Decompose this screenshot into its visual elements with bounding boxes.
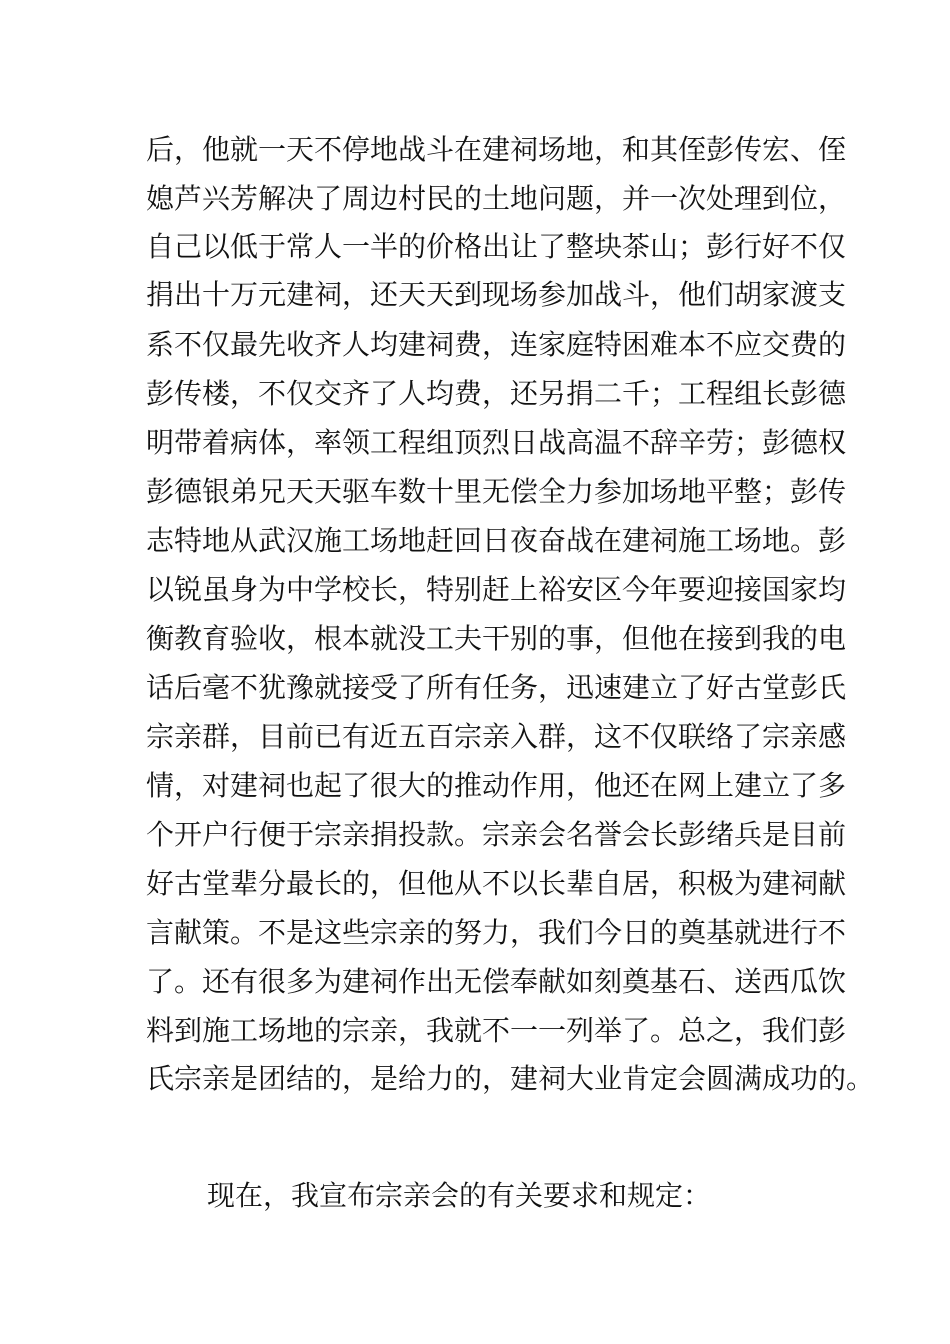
text-line-4: 捐出十万元建祠，还天天到现场参加战斗，他们胡家渡支 <box>146 278 847 311</box>
text-line-17: 言献策。不是这些宗亲的努力，我们今日的奠基就进行不 <box>146 916 847 949</box>
text-line-9: 志特地从武汉施工场地赶回日夜奋战在建祠施工场地。彭 <box>146 524 847 557</box>
text-line-6: 彭传楼，不仅交齐了人均费，还另捐二千；工程组长彭德 <box>146 377 847 410</box>
text-line-15: 个开户行便于宗亲捐投款。宗亲会名誉会长彭绪兵是目前 <box>146 818 847 851</box>
text-line-12: 话后毫不犹豫就接受了所有任务，迅速建立了好古堂彭氏 <box>146 671 847 704</box>
text-line-1: 后，他就一天不停地战斗在建祠场地，和其侄彭传宏、侄 <box>146 133 847 166</box>
text-line-20: 氏宗亲是团结的，是给力的，建祠大业肯定会圆满成功的。 <box>146 1062 875 1095</box>
text-line-11: 衡教育验收，根本就没工夫干别的事，但他在接到我的电 <box>146 622 847 655</box>
text-line-16: 好古堂辈分最长的，但他从不以长辈自居，积极为建祠献 <box>146 867 847 900</box>
text-line-14: 情，对建祠也起了很大的推动作用，他还在网上建立了多 <box>146 769 847 802</box>
text-line-18: 了。还有很多为建祠作出无偿奉献如刻奠基石、送西瓜饮 <box>146 965 847 998</box>
text-line-13: 宗亲群，目前已有近五百宗亲入群，这不仅联络了宗亲感 <box>146 720 847 753</box>
text-line-7: 明带着病体，率领工程组顶烈日战高温不辞辛劳；彭德权 <box>146 426 847 459</box>
text-line-10: 以锐虽身为中学校长，特别赶上裕安区今年要迎接国家均 <box>146 573 847 606</box>
text-line-5: 系不仅最先收齐人均建祠费，连家庭特困难本不应交费的 <box>146 328 847 361</box>
text-line-8: 彭德银弟兄天天驱车数十里无偿全力参加场地平整；彭传 <box>146 475 847 508</box>
text-line-2: 媳芦兴芳解决了周边村民的土地问题，并一次处理到位， <box>146 182 847 215</box>
text-line-3: 自己以低于常人一半的价格出让了整块茶山；彭行好不仅 <box>146 230 847 263</box>
text-line-19: 料到施工场地的宗亲，我就不一一列举了。总之，我们彭 <box>146 1014 847 1047</box>
paragraph-2-line: 现在，我宣布宗亲会的有关要求和规定： <box>207 1179 712 1212</box>
